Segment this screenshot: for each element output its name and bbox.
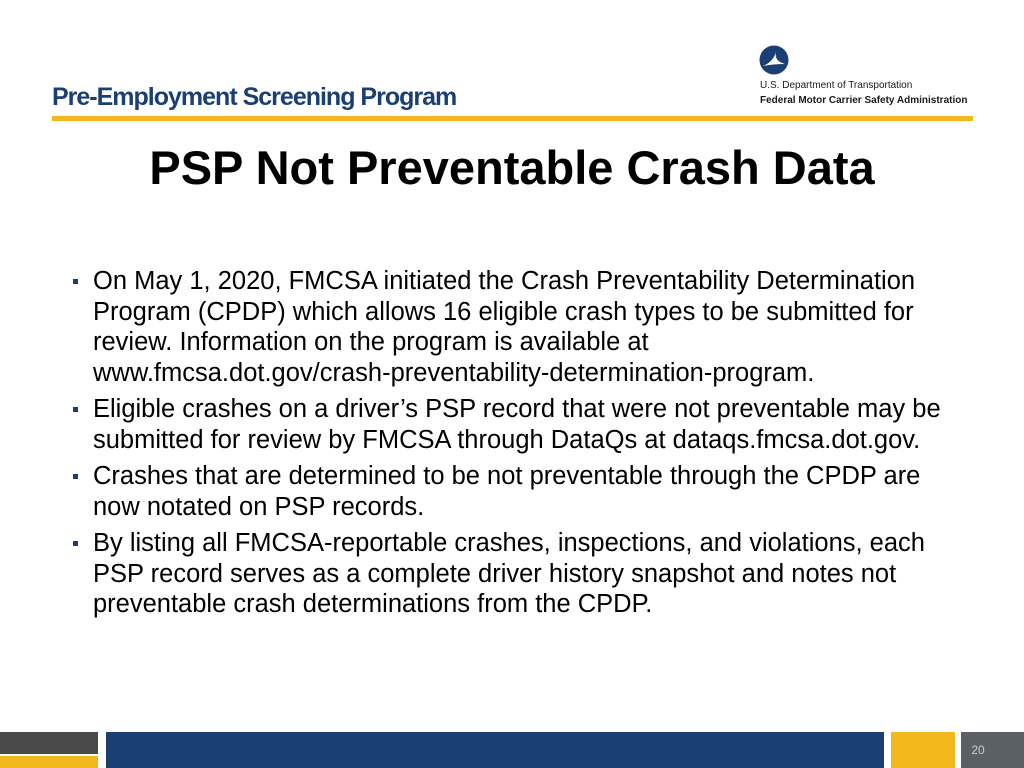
bullet-item bbox=[70, 528, 950, 620]
slide-title: PSP Not Preventable Crash Data bbox=[149, 141, 875, 194]
agency-line1: U.S. Department of Transportation bbox=[760, 80, 913, 91]
footer-left-stripe bbox=[0, 756, 98, 768]
bullet-text: Eligible crashes on a driver’s PSP record that were not preventable may be submitted for review by FMCSA through DataQs at dataqs.fmcsa.dot.gov. bbox=[93, 395, 941, 454]
program-title: Pre-Employment Screening Program bbox=[52, 83, 457, 111]
bullet-text: Crashes that are determined to be not preventable through the CPDP are now notated on PSP records. bbox=[93, 462, 921, 521]
bullet-square-icon bbox=[73, 279, 78, 284]
bullet-square-icon bbox=[73, 407, 78, 412]
footer-main-bar bbox=[106, 732, 884, 768]
agency-line2: Federal Motor Carrier Safety Administration bbox=[760, 95, 968, 106]
footer-accent-block bbox=[891, 732, 955, 768]
bullet-item bbox=[70, 266, 950, 388]
bullet-square-icon bbox=[73, 474, 78, 479]
header-rule bbox=[52, 116, 973, 121]
bullet-item bbox=[70, 461, 950, 522]
footer-left-block bbox=[0, 732, 98, 754]
bullet-item bbox=[70, 394, 950, 455]
bullet-list bbox=[70, 266, 950, 626]
bullet-square-icon bbox=[73, 541, 78, 546]
dot-logo-icon bbox=[759, 45, 789, 75]
footer-page-box bbox=[961, 732, 1024, 768]
bullet-text: By listing all FMCSA-reportable crashes, inspections, and violations, each PSP record serves as a complete driver history snapshot and notes not preventable crash determinations from the CPDP. bbox=[93, 529, 925, 618]
bullet-text: On May 1, 2020, FMCSA initiated the Crash Preventability Determination Program (CPDP) which allows 16 eligible crash types to be submitted for review. Information on the program is available at www.fmcsa.dot.gov/crash-preventability-determination-program. bbox=[93, 267, 916, 387]
page-number: 20 bbox=[971, 743, 985, 757]
